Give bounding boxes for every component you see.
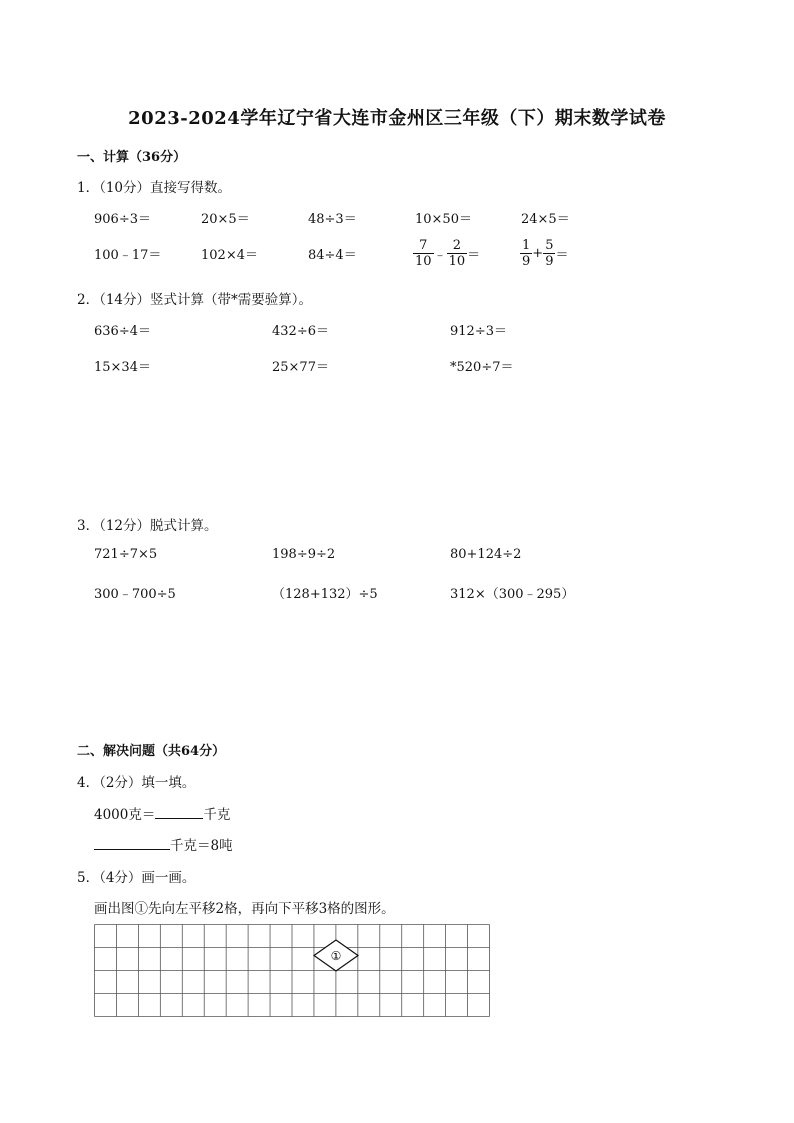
fraction	[447, 238, 468, 269]
denominator: 10	[415, 254, 432, 269]
question-3-label: 3．（12分）脱式计算。	[77, 518, 218, 534]
q2-item: 636÷4＝	[94, 324, 151, 339]
figure-1	[314, 940, 358, 971]
fill-blank-line-1	[94, 803, 230, 823]
question-4-label: 4．（2分）填一填。	[77, 775, 196, 791]
q3-item: 721÷7×5	[94, 547, 158, 562]
fraction-expression-1	[413, 238, 480, 269]
q2-item: 15×34＝	[94, 360, 151, 375]
q1-item: 906÷3＝	[94, 212, 151, 227]
q1-item: 84÷4＝	[308, 248, 357, 263]
q3-item: 198÷9÷2	[272, 547, 336, 562]
section-heading-calculation: 一、计算（36分）	[77, 150, 187, 165]
q2-item: *520÷7＝	[450, 360, 514, 375]
fill-text-prefix: 4000克＝	[94, 807, 156, 823]
question-5-label: 5．（4分）画一画。	[77, 870, 196, 886]
drawing-grid[interactable]	[94, 924, 490, 1017]
numerator: 1	[522, 238, 531, 253]
q3-item: （128+132）÷5	[272, 587, 378, 602]
q3-item: 300﹣700÷5	[94, 587, 176, 602]
grid-svg	[94, 924, 490, 1017]
q2-item: 432÷6＝	[272, 324, 329, 339]
denominator: 9	[545, 254, 554, 269]
figure-label: ①	[330, 949, 342, 963]
fill-text-suffix: 千克＝8吨	[170, 838, 233, 854]
q2-item: 25×77＝	[272, 360, 329, 375]
answer-blank[interactable]	[94, 835, 170, 850]
q3-item: 312×（300﹣295）	[450, 587, 575, 602]
question-1-label: 1．（10分）直接写得数。	[77, 180, 232, 196]
numerator: 7	[419, 238, 428, 253]
fraction	[413, 238, 434, 269]
equals-sign: ＝	[467, 248, 481, 263]
operator: ﹣	[433, 248, 447, 263]
page-title: 2023-2024学年辽宁省大连市金州区三年级（下）期末数学试卷	[128, 108, 666, 129]
denominator: 9	[522, 254, 531, 269]
fraction-expression-2	[520, 238, 568, 269]
q1-item: 100﹣17＝	[94, 248, 162, 263]
q2-item: 912÷3＝	[450, 324, 507, 339]
fill-text-suffix: 千克	[203, 807, 231, 823]
fraction	[520, 238, 532, 269]
question-2-label: 2．（14分）竖式计算（带*需要验算）。	[77, 292, 313, 308]
q3-item: 80+124÷2	[450, 547, 522, 562]
q1-item: 102×4＝	[201, 248, 258, 263]
q1-item: 20×5＝	[201, 212, 250, 227]
q1-item: 24×5＝	[521, 212, 570, 227]
numerator: 2	[452, 238, 461, 253]
equals-sign: ＝	[555, 248, 569, 263]
operator: +	[532, 246, 544, 261]
denominator: 10	[448, 254, 466, 269]
question-5-instruction: 画出图①先向左平移2格，再向下平移3格的图形。	[94, 901, 395, 917]
fraction	[543, 238, 555, 269]
numerator: 5	[545, 238, 554, 253]
fill-blank-line-2	[94, 834, 233, 854]
answer-blank[interactable]	[155, 804, 203, 819]
q1-item: 10×50＝	[415, 212, 472, 227]
section-heading-problem-solving: 二、解决问题（共64分）	[77, 744, 226, 759]
q1-item: 48÷3＝	[308, 212, 357, 227]
